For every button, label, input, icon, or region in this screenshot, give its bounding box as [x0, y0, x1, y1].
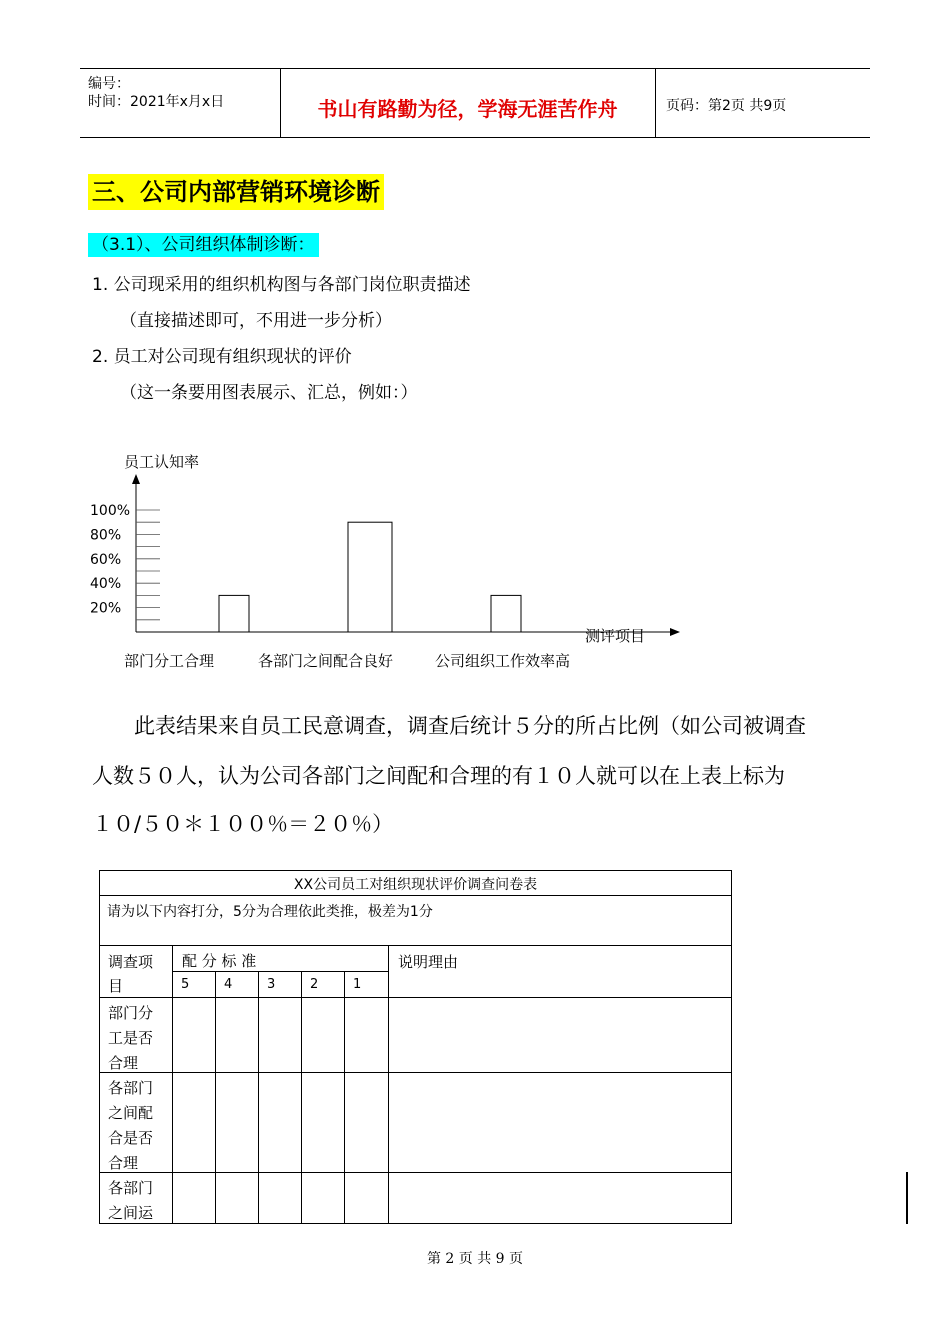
code-label: 编号： — [88, 76, 130, 92]
y-tick-label: 60% — [90, 551, 122, 568]
row-label: 各部门 — [108, 1079, 154, 1097]
score-label: 5 — [181, 977, 190, 992]
score-cell — [215, 1072, 259, 1173]
score-cell — [258, 997, 302, 1073]
item-header: 调查项 — [108, 953, 154, 971]
row-label: 工是否 — [108, 1029, 154, 1047]
header-left-cell — [80, 69, 281, 137]
score-cell — [301, 997, 345, 1073]
score-cell — [172, 1172, 216, 1224]
score-cell — [301, 971, 345, 998]
page-footer: 第 2 页 共 9 页 — [426, 1251, 524, 1267]
chart-xlabel: 测评项目 — [585, 627, 646, 645]
score-cell — [344, 971, 389, 998]
bar — [491, 595, 521, 632]
motto: 书山有路勤为径，学海无涯苦作舟 — [317, 97, 618, 121]
score-cell — [258, 1072, 302, 1173]
score-cell — [172, 1072, 216, 1173]
score-cell — [215, 1172, 259, 1224]
row-label: 部门分 — [108, 1004, 154, 1022]
x-tick-label: 公司组织工作效率高 — [435, 652, 571, 670]
score-cell — [258, 1172, 302, 1224]
score-label: 1 — [353, 977, 362, 992]
page-header — [80, 68, 870, 138]
score-cell — [344, 1172, 389, 1224]
list-item: 1. 公司现采用的组织机构图与各部门岗位职责描述 — [92, 275, 471, 295]
row-label: 之间运 — [108, 1204, 154, 1222]
score-cell — [344, 1072, 389, 1173]
score-label: 3 — [267, 977, 276, 992]
paragraph-line: 人数５０人，认为公司各部门之间配和合理的有１０人就可以在上表上标为 — [92, 764, 785, 788]
reason-header: 说明理由 — [398, 953, 459, 971]
row-label: 合理 — [108, 1054, 139, 1072]
item-header: 目 — [108, 977, 124, 995]
table-instruction: 请为以下内容打分，5分为合理依此类推，极差为1分 — [107, 904, 433, 920]
paragraph-line: 此表结果来自员工民意调查，调查后统计５分的所占比例（如公司被调查 — [134, 714, 806, 738]
score-label: 4 — [224, 977, 233, 992]
score-label: 2 — [310, 977, 319, 992]
score-cell — [258, 971, 302, 998]
reason-cell — [388, 1072, 732, 1173]
margin-rule — [906, 1172, 908, 1224]
paragraph-line: １０/５０＊１００％＝２０％） — [92, 812, 394, 836]
section-title: 三、公司内部营销环境诊断 — [88, 174, 384, 210]
row-label: 合是否 — [108, 1129, 154, 1147]
y-tick-label: 80% — [90, 527, 122, 544]
chart-ylabel: 员工认知率 — [124, 453, 200, 471]
bar — [219, 595, 249, 632]
time-label: 时间：2021年x月x日 — [88, 94, 225, 110]
score-cell — [172, 971, 216, 998]
x-axis-arrow-icon — [670, 628, 680, 636]
survey-table — [99, 870, 732, 1224]
y-tick-label: 40% — [90, 576, 122, 593]
reason-cell — [388, 997, 732, 1073]
score-cell — [215, 971, 259, 998]
bar-chart — [80, 470, 700, 680]
page-info: 页码：第2页 共9页 — [666, 98, 787, 114]
reason-cell — [388, 1172, 732, 1224]
table-title: XX公司员工对组织现状评价调查问卷表 — [293, 877, 538, 893]
row-label: 之间配 — [108, 1104, 154, 1122]
x-tick-label: 部门分工合理 — [124, 652, 215, 670]
subsection-title: （3.1）、公司组织体制诊断： — [88, 233, 319, 257]
row-label: 各部门 — [108, 1179, 154, 1197]
score-header: 配 分 标 准 — [182, 952, 257, 970]
list-item: （直接描述即可，不用进一步分析） — [120, 311, 392, 331]
y-tick-label: 20% — [90, 600, 122, 617]
score-cell — [172, 997, 216, 1073]
x-tick-label: 各部门之间配合良好 — [258, 652, 394, 670]
header-right-cell — [655, 69, 871, 137]
y-tick-label: 100% — [90, 503, 131, 519]
list-item: （这一条要用图表展示、汇总，例如：） — [120, 383, 418, 403]
score-cell — [215, 997, 259, 1073]
score-cell — [301, 1072, 345, 1173]
y-axis-arrow-icon — [132, 474, 140, 484]
bar — [348, 522, 392, 632]
score-cell — [301, 1172, 345, 1224]
list-item: 2. 员工对公司现有组织现状的评价 — [92, 347, 352, 367]
score-cell — [344, 997, 389, 1073]
row-label: 合理 — [108, 1154, 139, 1172]
